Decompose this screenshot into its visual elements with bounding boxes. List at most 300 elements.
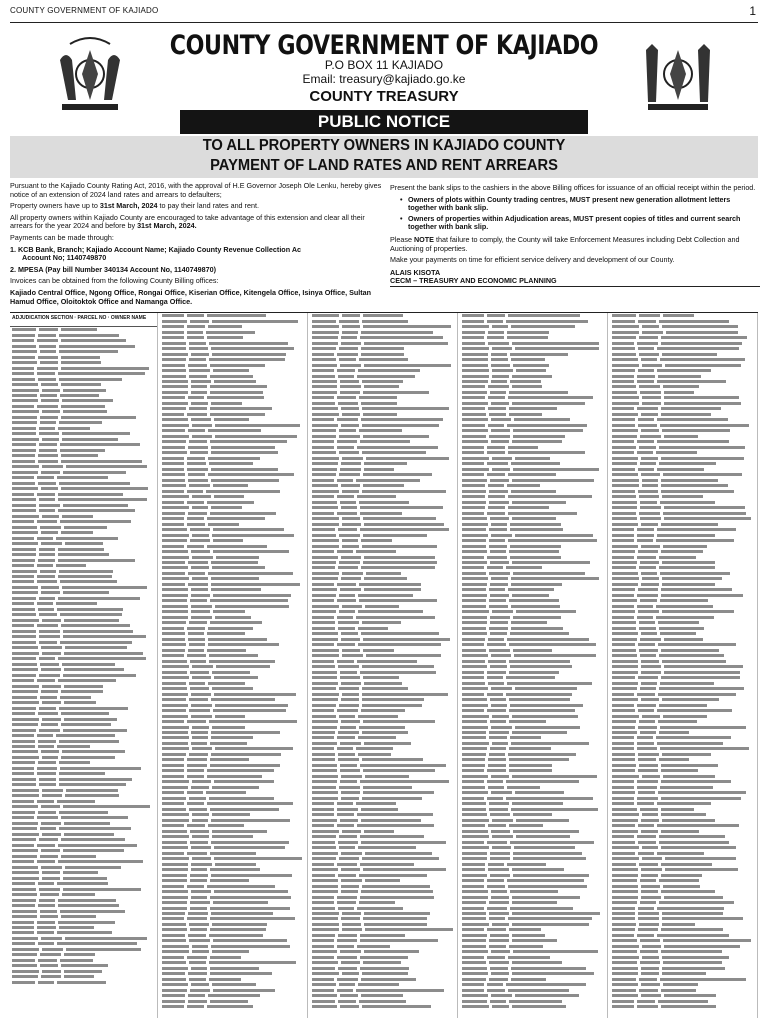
table-row [612, 473, 755, 477]
table-row [462, 468, 605, 472]
table-row [462, 347, 605, 351]
table-row [162, 758, 305, 762]
table-row [12, 866, 155, 870]
table-row [312, 539, 455, 543]
table-row [612, 435, 755, 439]
table-row [312, 934, 455, 938]
table-row [612, 758, 755, 762]
table-row [162, 588, 305, 592]
table-row [462, 687, 605, 691]
table-row [12, 410, 155, 414]
table-row [612, 917, 755, 921]
table-row [12, 580, 155, 584]
receipt-instruction: Present the bank slips to the cashiers in the above Billing offices for issuance of an official receipt within the period. [390, 183, 756, 192]
table-row [12, 405, 155, 409]
table-row [612, 945, 755, 949]
table-row [162, 786, 305, 790]
table-row [12, 427, 155, 431]
table-row [12, 948, 155, 952]
table-row [12, 696, 155, 700]
table-row [612, 391, 755, 395]
table-row [612, 731, 755, 735]
table-row [462, 967, 605, 971]
table-row [612, 616, 755, 620]
table-row [462, 566, 605, 570]
table-row [312, 435, 455, 439]
table-row [462, 572, 605, 576]
requirement-adjudication: • Owners of properties within Adjudication areas, MUST present copies of titles and current search together with bank slip. [400, 215, 760, 232]
table-row [162, 726, 305, 730]
table-row [162, 616, 305, 620]
table-row [12, 674, 155, 678]
requirement-trading-centres: • Owners of plots within County trading centres, MUST present new generation allotment letters together with bank slip. [400, 196, 760, 213]
table-row [312, 786, 455, 790]
table-row [12, 805, 155, 809]
table-row [462, 599, 605, 603]
table-row [312, 545, 455, 549]
table-row [162, 484, 305, 488]
table-row [162, 418, 305, 422]
table-row [312, 989, 455, 993]
table-row [12, 515, 155, 519]
table-row [612, 342, 755, 346]
table-row [312, 385, 455, 389]
table-row [162, 566, 305, 570]
table-row [12, 921, 155, 925]
table-row [162, 928, 305, 932]
table-row [612, 462, 755, 466]
table-row [162, 495, 305, 499]
department-name: COUNTY TREASURY [309, 88, 459, 105]
table-row [612, 885, 755, 889]
table-row [612, 358, 755, 362]
table-row [612, 577, 755, 581]
table-row [312, 594, 455, 598]
table-row [312, 605, 455, 609]
table-row [612, 550, 755, 554]
table-row [162, 698, 305, 702]
table-row [462, 605, 605, 609]
table-row [312, 468, 455, 472]
table-row [612, 539, 755, 543]
table-row [312, 764, 455, 768]
table-row [162, 709, 305, 713]
table-row [162, 764, 305, 768]
table-row [312, 736, 455, 740]
table-row [612, 896, 755, 900]
billing-offices-intro: Invoices can be obtained from the following County Billing offices: [10, 276, 219, 286]
table-row [612, 682, 755, 686]
table-row [612, 523, 755, 527]
table-row [462, 638, 605, 642]
table-row [312, 577, 455, 581]
table-row [462, 786, 605, 790]
table-row [162, 813, 305, 817]
signer-name: ALAIS KISOTA [390, 267, 441, 277]
table-row [162, 336, 305, 340]
table-row [462, 989, 605, 993]
table-row [612, 336, 755, 340]
table-row [162, 610, 305, 614]
extension-paragraph: All property owners within Kajiado County are encouraged to take advantage of this extension and clear all their arrears for the year 2024 and before by 31st March, 2024. [10, 212, 365, 231]
table-row [162, 396, 305, 400]
table-row [12, 975, 155, 979]
table-row [12, 350, 155, 354]
table-row [12, 718, 155, 722]
table-row [612, 715, 755, 719]
table-row [12, 476, 155, 480]
table-row [462, 534, 605, 538]
table-row [462, 385, 605, 389]
table-row [312, 676, 455, 680]
table-row [12, 641, 155, 645]
table-row [462, 632, 605, 636]
table-row [162, 523, 305, 527]
table-row [12, 383, 155, 387]
table-row [162, 660, 305, 664]
table-row [462, 890, 605, 894]
table-row [162, 380, 305, 384]
table-row [312, 325, 455, 329]
table-row [12, 597, 155, 601]
table-row [312, 720, 455, 724]
table-row [312, 534, 455, 538]
table-row [312, 440, 455, 444]
table-row [162, 342, 305, 346]
table-row [612, 939, 755, 943]
table-row [612, 775, 755, 779]
table-row [312, 418, 455, 422]
table-row [462, 912, 605, 916]
table-row [12, 613, 155, 617]
table-row [462, 621, 605, 625]
table-row [162, 599, 305, 603]
table-row [312, 797, 455, 801]
table-row [12, 679, 155, 683]
requirements-list [400, 196, 760, 232]
table-row [12, 542, 155, 546]
table-row [162, 1000, 305, 1004]
table-row [12, 531, 155, 535]
table-row [312, 660, 455, 664]
table-row [462, 353, 605, 357]
table-row [12, 931, 155, 935]
table-row [612, 841, 755, 845]
table-row [612, 545, 755, 549]
page-number: 1 [749, 4, 756, 18]
table-row [12, 964, 155, 968]
table-row [462, 435, 605, 439]
table-row [612, 605, 755, 609]
table-row [312, 731, 455, 735]
table-row [162, 961, 305, 965]
table-row [312, 331, 455, 335]
table-row [312, 391, 455, 395]
table-row [312, 490, 455, 494]
table-row [12, 564, 155, 568]
table-row [12, 783, 155, 787]
table-row [312, 479, 455, 483]
table-row [612, 967, 755, 971]
table-row [12, 827, 155, 831]
table-row [312, 621, 455, 625]
table-row [612, 720, 755, 724]
table-row [162, 885, 305, 889]
table-row [462, 704, 605, 708]
table-row [12, 789, 155, 793]
table-row [612, 347, 755, 351]
table-row [312, 961, 455, 965]
table-row [162, 983, 305, 987]
table-row [12, 498, 155, 502]
table-row [612, 709, 755, 713]
table-row [462, 753, 605, 757]
table-row [462, 358, 605, 362]
table-row [12, 575, 155, 579]
table-row [462, 780, 605, 784]
table-row [162, 347, 305, 351]
table-row [312, 632, 455, 636]
table-row [462, 742, 605, 746]
table-row [462, 747, 605, 751]
table-row [12, 624, 155, 628]
table-row [12, 926, 155, 930]
table-row [12, 630, 155, 634]
table-row [462, 802, 605, 806]
table-row [612, 824, 755, 828]
table-row [12, 750, 155, 754]
table-row [12, 794, 155, 798]
table-row [12, 690, 155, 694]
table-row [312, 885, 455, 889]
table-row [312, 446, 455, 450]
table-row [312, 808, 455, 812]
table-row [12, 482, 155, 486]
table-row [162, 556, 305, 560]
table-row [162, 989, 305, 993]
table-row [462, 616, 605, 620]
table-row [612, 517, 755, 521]
enforcement-warning: Please NOTE that failure to comply, the County will take Enforcement Measures including Debt Collection and Auctioning of properties. [390, 234, 740, 253]
table-row [462, 501, 605, 505]
table-row [462, 874, 605, 878]
table-row [462, 594, 605, 598]
table-row [462, 440, 605, 444]
table-row [12, 367, 155, 371]
table-row [162, 424, 305, 428]
payment-method-mpesa: 2. MPESA (Pay bill Number 340134 Account No, 1140749870) [10, 264, 216, 274]
table-row [12, 570, 155, 574]
table-row [162, 972, 305, 976]
table-row [612, 961, 755, 965]
table-row [462, 588, 605, 592]
table-row [312, 320, 455, 324]
table-row [312, 561, 455, 565]
table-column [10, 313, 158, 1018]
table-row [612, 490, 755, 494]
table-row [612, 638, 755, 642]
table-row [612, 369, 755, 373]
table-row [312, 923, 455, 927]
table-row [162, 512, 305, 516]
table-row [312, 978, 455, 982]
table-row [312, 588, 455, 592]
table-row [162, 879, 305, 883]
table-row [12, 685, 155, 689]
table-row [612, 890, 755, 894]
table-row [162, 632, 305, 636]
table-row [312, 556, 455, 560]
table-row [12, 432, 155, 436]
table-row [462, 413, 605, 417]
table-row [612, 665, 755, 669]
table-row [162, 736, 305, 740]
table-row [462, 462, 605, 466]
table-row [312, 402, 455, 406]
table-row [612, 742, 755, 746]
table-row [612, 693, 755, 697]
table-row [462, 824, 605, 828]
headline-band [10, 136, 758, 178]
table-row [462, 978, 605, 982]
table-row [162, 320, 305, 324]
table-row [462, 325, 605, 329]
table-row [162, 780, 305, 784]
table-row [162, 364, 305, 368]
table-row [462, 380, 605, 384]
table-row [312, 473, 455, 477]
table-row [12, 361, 155, 365]
table-row [162, 501, 305, 505]
table-row [462, 331, 605, 335]
table-row [162, 693, 305, 697]
table-row [312, 956, 455, 960]
table-row [612, 808, 755, 812]
table-row [12, 378, 155, 382]
table-row [162, 791, 305, 795]
table-row [612, 331, 755, 335]
table-row [312, 868, 455, 872]
table-row [612, 769, 755, 773]
table-row [462, 769, 605, 773]
table-row [162, 446, 305, 450]
table-row [12, 767, 155, 771]
table-row [612, 835, 755, 839]
table-row [312, 830, 455, 834]
table-row [12, 740, 155, 744]
table-row [162, 835, 305, 839]
table-row [12, 668, 155, 672]
table-row [462, 1005, 605, 1009]
table-row [462, 517, 605, 521]
table-row [162, 462, 305, 466]
table-row [162, 797, 305, 801]
table-row [312, 369, 455, 373]
table-row [612, 556, 755, 560]
page-title: COUNTY GOVERNMENT OF KAJIADO [169, 30, 599, 61]
table-row [462, 764, 605, 768]
table-row [612, 385, 755, 389]
table-row [12, 910, 155, 914]
table-row [12, 959, 155, 963]
table-row [162, 665, 305, 669]
table-row [612, 950, 755, 954]
table-row [162, 956, 305, 960]
table-row [612, 484, 755, 488]
table-row [312, 654, 455, 658]
table-row [462, 758, 605, 762]
table-row [612, 375, 755, 379]
table-row [162, 654, 305, 658]
table-row [12, 657, 155, 661]
table-row [162, 896, 305, 900]
table-row [612, 501, 755, 505]
table-row [612, 747, 755, 751]
table-row [12, 888, 155, 892]
table-row [162, 863, 305, 867]
table-row [612, 1005, 755, 1009]
table-row [312, 769, 455, 773]
table-row [162, 824, 305, 828]
table-row [612, 364, 755, 368]
table-row [612, 907, 755, 911]
table-row [462, 314, 605, 318]
table-row [462, 983, 605, 987]
table-row [12, 471, 155, 475]
table-row [612, 852, 755, 856]
notice-body-left [10, 182, 385, 309]
table-row [462, 649, 605, 653]
table-row [162, 830, 305, 834]
table-row [162, 912, 305, 916]
table-row [162, 939, 305, 943]
table-row [12, 635, 155, 639]
table-row [462, 610, 605, 614]
table-row [12, 421, 155, 425]
table-row [612, 989, 755, 993]
table-row [462, 577, 605, 581]
table-row [12, 520, 155, 524]
table-row [12, 904, 155, 908]
table-row [312, 939, 455, 943]
table-row [312, 813, 455, 817]
table-row [312, 742, 455, 746]
table-row [612, 627, 755, 631]
table-row [12, 707, 155, 711]
table-row [162, 358, 305, 362]
table-row [312, 682, 455, 686]
table-row [162, 687, 305, 691]
table-row [162, 375, 305, 379]
table-row [462, 407, 605, 411]
table-row [162, 747, 305, 751]
table-row [462, 879, 605, 883]
table-row [162, 506, 305, 510]
table-row [12, 849, 155, 853]
table-row [612, 632, 755, 636]
arrears-table [10, 312, 758, 1018]
table-column [160, 313, 308, 1018]
table-row [312, 462, 455, 466]
table-row [612, 506, 755, 510]
table-row [462, 885, 605, 889]
running-head: COUNTY GOVERNMENT OF KAJIADO [10, 6, 159, 15]
table-row [462, 917, 605, 921]
table-row [162, 451, 305, 455]
table-row [162, 649, 305, 653]
table-row [462, 396, 605, 400]
table-row [162, 583, 305, 587]
